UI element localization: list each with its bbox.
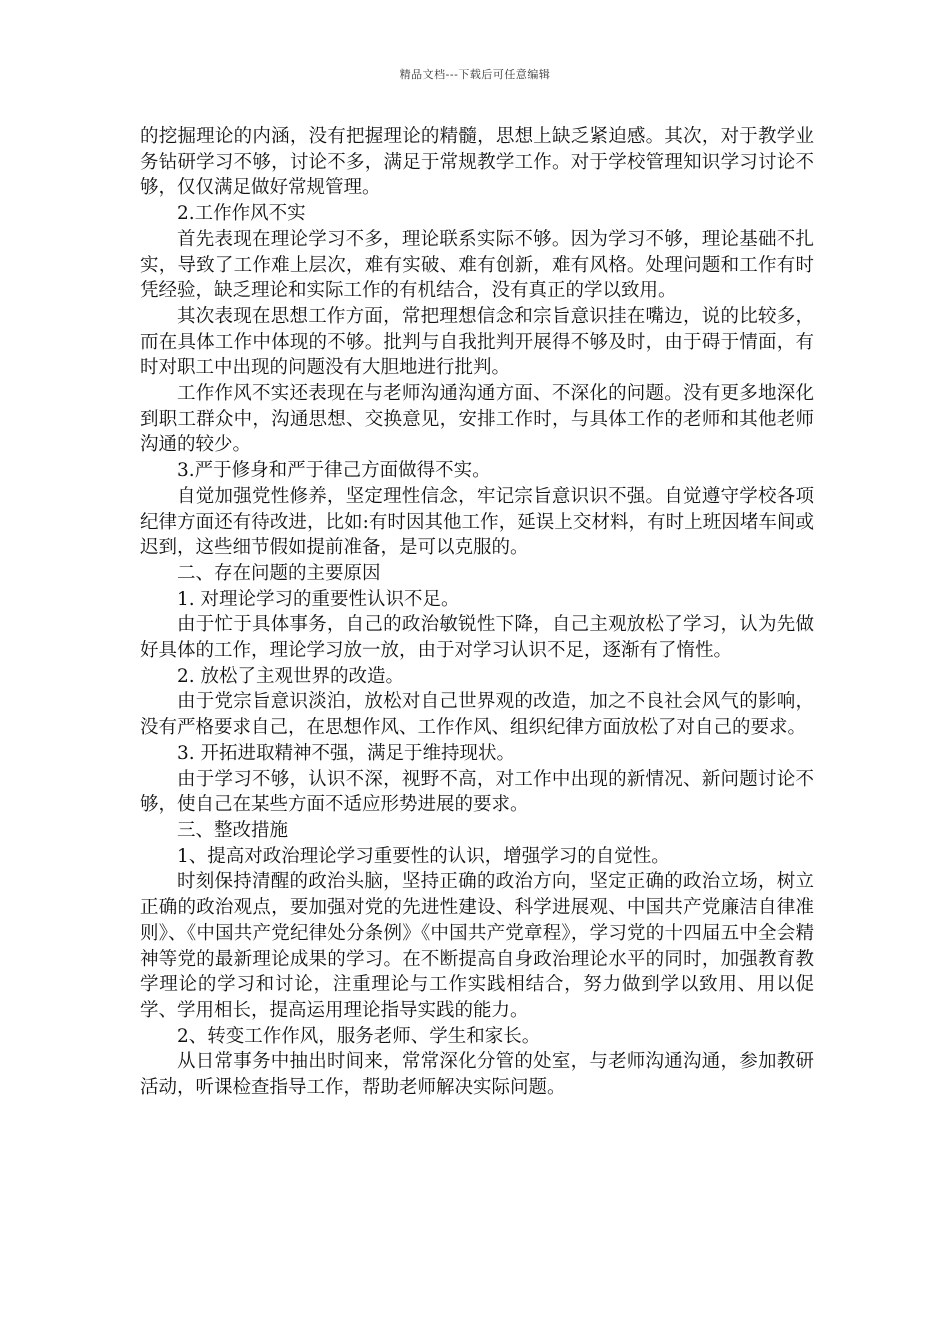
section-subheading: 1. 对理论学习的重要性认识不足。 (177, 588, 460, 610)
paragraph: 由于忙于具体事务，自己的政治敏锐性下降，自己主观放松了学习，认为先做好具体的工作，理论学习放一放，由于对学习认识不足，逐渐有了惰性。 (140, 614, 814, 662)
section-subheading: 2. 放松了主观世界的改造。 (177, 665, 405, 687)
section-subheading: 1、提高对政治理论学习重要性的认识，增强学习的自觉性。 (177, 845, 670, 867)
paragraph: 其次表现在思想工作方面，常把理想信念和宗旨意识挂在嘴边，说的比较多，而在具体工作中体现的不够。批判与自我批判开展得不够及时，由于碍于情面，有时对职工中出现的问题没有大胆地进行批判。 (140, 305, 814, 379)
header-note: 精品文档---下载后可任意编辑 (399, 68, 551, 81)
paragraph: 时刻保持清醒的政治头脑，坚持正确的政治方向，坚定正确的政治立场，树立正确的政治观点，要加强对党的先进性建设、科学进展观、中国共产党廉洁自律准则》、《中国共产党纪律处分条例》《中国共产党章程》，学习党的十四届五中全会精神等党的最新理论成果的学习。在不断提高自身政治理论水平的同时，加强教育教学理论的学习和讨论，注重理论与工作实践相结合，努力做到学以致用、用以促学、学用相长，提高运用理论指导实践的能力。 (140, 871, 814, 1021)
paragraph: 由于学习不够，认识不深，视野不高，对工作中出现的新情况、新问题讨论不够，使自己在某些方面不适应形势进展的要求。 (140, 768, 814, 816)
paragraph: 工作作风不实还表现在与老师沟通沟通方面、不深化的问题。没有更多地深化到职工群众中，沟通思想、交换意见，安排工作时，与具体工作的老师和其他老师沟通的较少。 (140, 383, 814, 456)
paragraph: 自觉加强党性修养，坚定理性信念，牢记宗旨意识识不强。自觉遵守学校各项纪律方面还有待改进，比如:有时因其他工作，延误上交材料，有时上班因堵车间或迟到，这些细节假如提前准备，是可以克服的。 (140, 485, 814, 559)
section-subheading: 2.工作作风不实 (177, 203, 306, 225)
paragraph: 从日常事务中抽出时间来，常常深化分管的处室，与老师沟通沟通，参加教研活动，听课检查指导工作，帮助老师解决实际问题。 (140, 1051, 814, 1099)
section-heading: 二、存在问题的主要原因 (177, 562, 381, 584)
section-subheading: 3.严于修身和严于律己方面做得不实。 (177, 460, 491, 482)
paragraph: 的挖掘理论的内涵，没有把握理论的精髓，思想上缺乏紧迫感。其次，对于教学业务钻研学习不够，讨论不多，满足于常规教学工作。对于学校管理知识学习讨论不够，仅仅满足做好常规管理。 (140, 126, 814, 199)
paragraph: 由于党宗旨意识淡泊，放松对自己世界观的改造，加之不良社会风气的影响，没有严格要求自己，在思想作风、工作作风、组织纪律方面放松了对自己的要求。 (140, 691, 814, 739)
paragraph: 首先表现在理论学习不多，理论联系实际不够。因为学习不够，理论基础不扎实，导致了工作难上层次，难有实破、难有创新，难有风格。处理问题和工作有时凭经验，缺乏理论和实际工作的有机结合，没有真正的学以致用。 (140, 228, 814, 302)
section-subheading: 2、转变工作作风，服务老师、学生和家长。 (177, 1025, 541, 1047)
section-subheading: 3. 开拓进取精神不强，满足于维持现状。 (177, 742, 516, 764)
document-body (140, 124, 814, 1101)
section-heading: 三、整改措施 (177, 819, 289, 841)
